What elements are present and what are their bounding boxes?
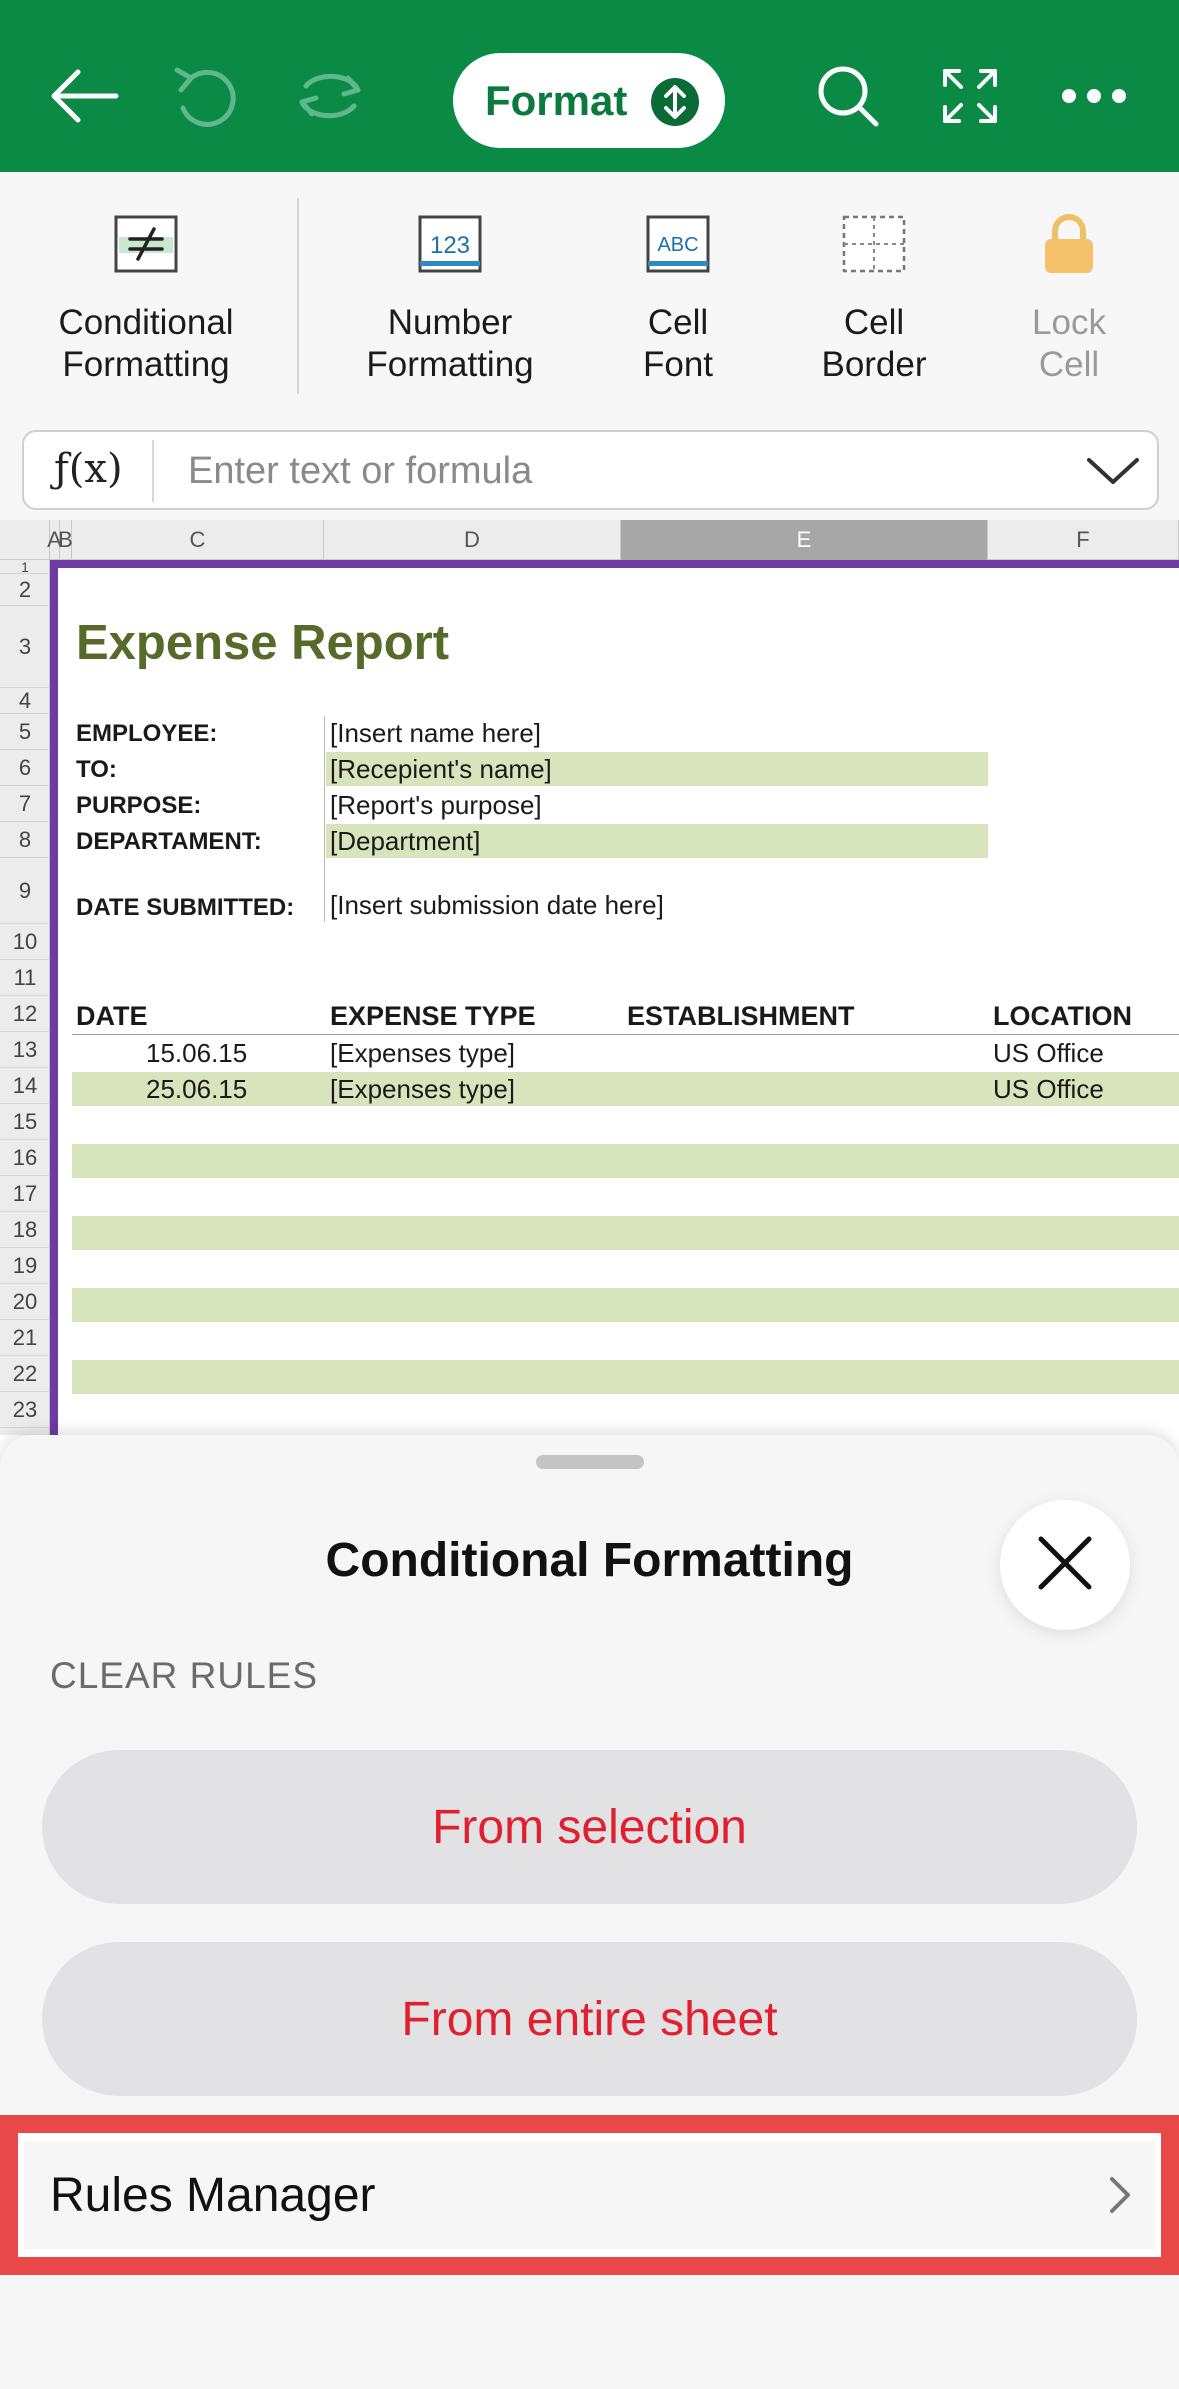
row-header[interactable]: 12 [0,996,50,1032]
ribbon-divider [297,198,299,394]
lock-icon [1037,212,1101,276]
field-value: [Insert submission date here] [330,890,664,920]
row-header[interactable]: 20 [0,1284,50,1320]
field-value: [Department] [330,826,481,856]
row-header[interactable]: 17 [0,1176,50,1212]
highlight-band [72,1288,1179,1322]
close-button[interactable] [1000,1500,1130,1630]
column-header-b[interactable]: B [60,520,72,560]
row-header[interactable]: 7 [0,786,50,822]
chevron-right-icon [1109,2133,1131,2257]
column-header-f[interactable]: F [988,520,1179,560]
redo-icon[interactable] [290,56,370,136]
row-header[interactable]: 19 [0,1248,50,1284]
row-header[interactable]: 10 [0,924,50,960]
column-header-d[interactable]: D [324,520,621,560]
highlight-band [72,1144,1179,1178]
row-header[interactable]: 21 [0,1320,50,1356]
formula-bar-area [0,412,1179,520]
field-label: DEPARTAMENT: [76,828,262,855]
table-header-date: DATE [76,1001,148,1031]
row-header[interactable]: 3 [0,606,50,688]
cell-border-button[interactable] [799,212,949,386]
font-icon-glyph: ABC [657,234,699,256]
conditional-formatting-button[interactable] [46,212,246,386]
back-arrow-icon[interactable] [44,56,124,136]
row-header-bar [0,560,50,1435]
cell-font-label: Cell Font [642,303,714,384]
formula-input[interactable] [188,442,1048,500]
more-options-icon[interactable] [1054,56,1134,136]
row-header[interactable]: 13 [0,1032,50,1068]
undo-icon[interactable] [166,56,246,136]
number-formatting-button[interactable] [345,212,555,386]
rules-manager-label: Rules Manager [50,2168,376,2222]
formula-divider [152,440,154,502]
row-header[interactable]: 11 [0,960,50,996]
table-cell-type: [Expenses type] [330,1038,515,1068]
function-icon[interactable]: ƒ(x) [54,446,123,492]
conditional-formatting-sheet [0,1435,1179,2389]
spreadsheet-grid[interactable] [0,520,1179,1435]
cell-font-button[interactable] [603,212,753,386]
cell-border-label: Cell Border [821,303,927,384]
format-ribbon [0,172,1179,412]
conditional-formatting-label: Conditional Formatting [58,303,234,384]
clear-from-entire-sheet-button[interactable]: From entire sheet [42,1942,1137,2096]
number-icon-glyph: 123 [429,232,471,259]
clear-from-selection-button[interactable]: From selection [42,1750,1137,1904]
column-header-a[interactable]: A [50,520,60,560]
up-down-arrows-icon [651,78,699,126]
row-header[interactable]: 15 [0,1104,50,1140]
field-value: [Insert name here] [330,718,541,748]
number-formatting-icon [418,212,482,276]
table-cell-location: US Office [993,1038,1104,1068]
number-formatting-label: Number Formatting [366,303,534,384]
column-header-e[interactable]: E [621,520,988,560]
sheet-grabber[interactable] [536,1455,644,1469]
cell-font-icon [646,212,710,276]
row-header[interactable]: 18 [0,1212,50,1248]
report-title: Expense Report [76,616,450,670]
table-header-establishment: ESTABLISHMENT [627,1001,855,1031]
fullscreen-icon[interactable] [930,56,1010,136]
select-all-corner[interactable] [0,520,50,560]
top-toolbar [0,0,1179,172]
format-toggle-button[interactable] [453,53,725,148]
field-value: [Report's purpose] [330,790,542,820]
highlight-band [72,1360,1179,1394]
row-header[interactable]: 5 [0,714,50,750]
column-header-bar [0,520,1179,560]
selection-border-left [50,560,58,1435]
cell-border-icon [842,212,906,276]
clear-rules-section-label: CLEAR RULES [50,1655,319,1696]
lock-cell-button[interactable] [994,212,1144,386]
field-value: [Recepient's name] [330,754,552,784]
selection-border-top [50,560,1179,568]
field-label: TO: [76,756,117,783]
rules-manager-row[interactable] [0,2115,1179,2275]
format-label: Format [485,76,628,124]
row-header[interactable]: 4 [0,688,50,714]
table-header-rule [72,1034,1179,1035]
row-header[interactable]: 8 [0,822,50,858]
lock-cell-label: Lock Cell [1032,303,1106,384]
close-icon [1037,1535,1093,1596]
row-header[interactable]: 1 [0,560,50,574]
row-header[interactable]: 23 [0,1392,50,1428]
table-header-expense-type: EXPENSE TYPE [330,1001,536,1031]
formula-bar [22,430,1159,510]
field-label: EMPLOYEE: [76,720,218,747]
table-cell-location: US Office [993,1074,1104,1104]
table-header-location: LOCATION [993,1001,1132,1031]
row-header[interactable]: 22 [0,1356,50,1392]
row-header[interactable]: 9 [0,858,50,924]
row-header[interactable]: 6 [0,750,50,786]
search-icon[interactable] [808,56,888,136]
conditional-formatting-icon [114,212,178,276]
chevron-down-icon[interactable] [1083,442,1143,500]
field-divider [324,716,325,922]
table-cell-date: 15.06.15 [146,1038,248,1068]
field-label: DATE SUBMITTED: [76,894,295,921]
row-header[interactable]: 14 [0,1068,50,1104]
table-cell-type: [Expenses type] [330,1074,515,1104]
column-header-c[interactable]: C [72,520,324,560]
field-label: PURPOSE: [76,792,202,819]
sheet-title: Conditional Formatting [325,1534,854,1587]
row-header[interactable]: 2 [0,574,50,606]
highlight-band [72,1216,1179,1250]
table-cell-date: 25.06.15 [146,1074,248,1104]
row-header[interactable]: 16 [0,1140,50,1176]
